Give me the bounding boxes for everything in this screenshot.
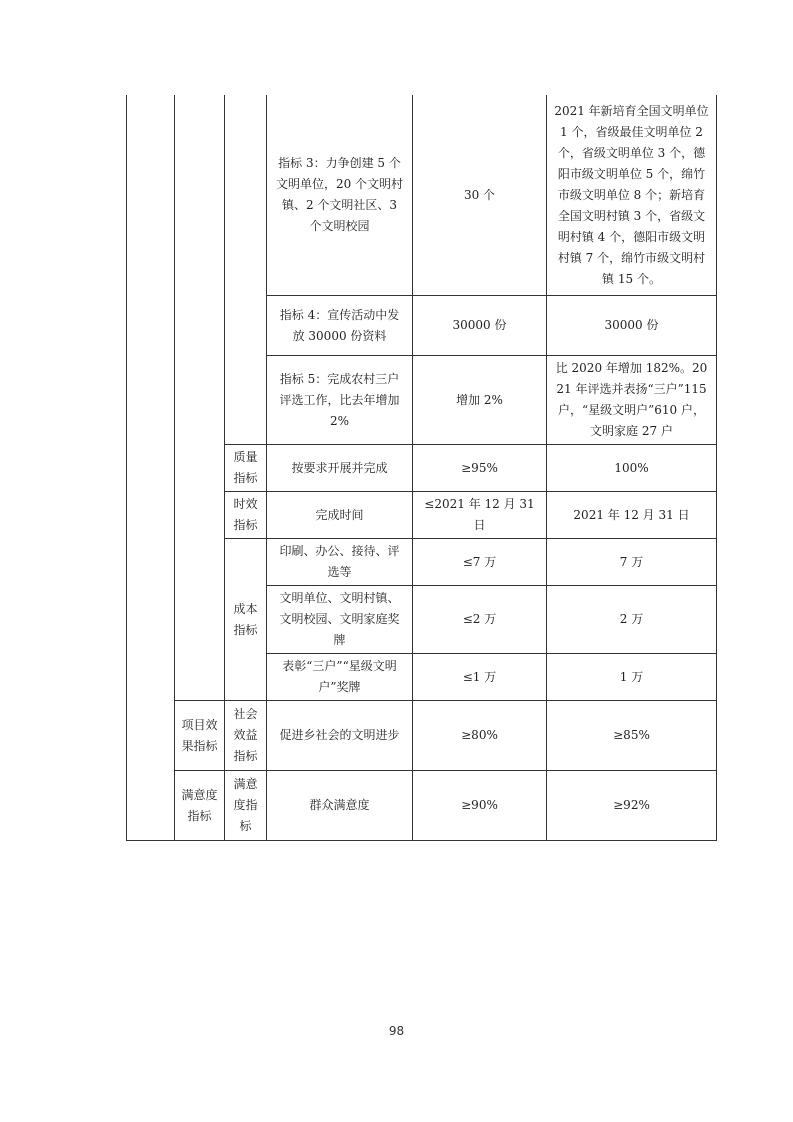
table-row	[127, 701, 717, 771]
level1-cell-effect: 项目效果指标	[175, 701, 225, 771]
level2-cell-satisfaction: 满意度指标	[225, 771, 267, 841]
level2-cell-social-benefit: 社会效益指标	[225, 701, 267, 771]
indicator-cell: 促进乡社会的文明进步	[267, 701, 413, 771]
target-value-cell: ≥80%	[413, 701, 547, 771]
level2-cell-cost: 成本指标	[225, 539, 267, 701]
actual-value-cell: 100%	[547, 445, 717, 492]
indicator-cell: 群众满意度	[267, 771, 413, 841]
actual-value-cell: 2021 年新培育全国文明单位 1 个，省级最佳文明单位 2 个，省级文明单位 3 个，德阳市级文明单位 5 个，绵竹市级文明单位 8 个；新培育全国文明村镇 3 个，省级文明村镇 4 个，德阳市级文明村镇 7 个，绵竹市级文明村镇 15 个。	[547, 95, 717, 296]
indicator-cell: 表彰“三户”“星级文明户”奖牌	[267, 654, 413, 701]
actual-value-cell: 2 万	[547, 586, 717, 654]
actual-value-cell: 2021 年 12 月 31 日	[547, 492, 717, 539]
indicator-cell: 文明单位、文明村镇、文明校园、文明家庭奖牌	[267, 586, 413, 654]
indicator-cell: 指标 5：完成农村三户评选工作，比去年增加 2%	[267, 356, 413, 445]
level2-cell-quantity	[225, 95, 267, 445]
actual-value-cell: 7 万	[547, 539, 717, 586]
target-value-cell: ≥90%	[413, 771, 547, 841]
level2-cell-quality: 质量指标	[225, 445, 267, 492]
performance-indicator-table	[126, 95, 717, 841]
actual-value-cell: 1 万	[547, 654, 717, 701]
target-value-cell: 30000 份	[413, 296, 547, 356]
target-value-cell: ≤2 万	[413, 586, 547, 654]
indicator-cell: 按要求开展并完成	[267, 445, 413, 492]
target-value-cell: ≤1 万	[413, 654, 547, 701]
indicator-cell: 指标 3：力争创建 5 个文明单位，20 个文明村镇、2 个文明社区、3 个文明校园	[267, 95, 413, 296]
actual-value-cell: 比 2020 年增加 182%。2021 年评选并表扬“三户”115 户，“星级文明户”610 户，文明家庭 27 户	[547, 356, 717, 445]
actual-value-cell: ≥85%	[547, 701, 717, 771]
project-column-cell	[127, 95, 175, 841]
indicator-cell: 完成时间	[267, 492, 413, 539]
actual-value-cell: 30000 份	[547, 296, 717, 356]
target-value-cell: 增加 2%	[413, 356, 547, 445]
table-row	[127, 771, 717, 841]
page-number: 98	[388, 1024, 405, 1038]
actual-value-cell: ≥92%	[547, 771, 717, 841]
target-value-cell: ≥95%	[413, 445, 547, 492]
target-value-cell: ≤2021 年 12 月 31 日	[413, 492, 547, 539]
indicator-cell: 印刷、办公、接待、评选等	[267, 539, 413, 586]
level1-cell-satisfaction: 满意度指标	[175, 771, 225, 841]
target-value-cell: ≤7 万	[413, 539, 547, 586]
indicator-cell: 指标 4：宣传活动中发放 30000 份资料	[267, 296, 413, 356]
target-value-cell: 30 个	[413, 95, 547, 296]
level2-cell-timeliness: 时效指标	[225, 492, 267, 539]
table-row	[127, 95, 717, 296]
level1-cell-output	[175, 95, 225, 701]
